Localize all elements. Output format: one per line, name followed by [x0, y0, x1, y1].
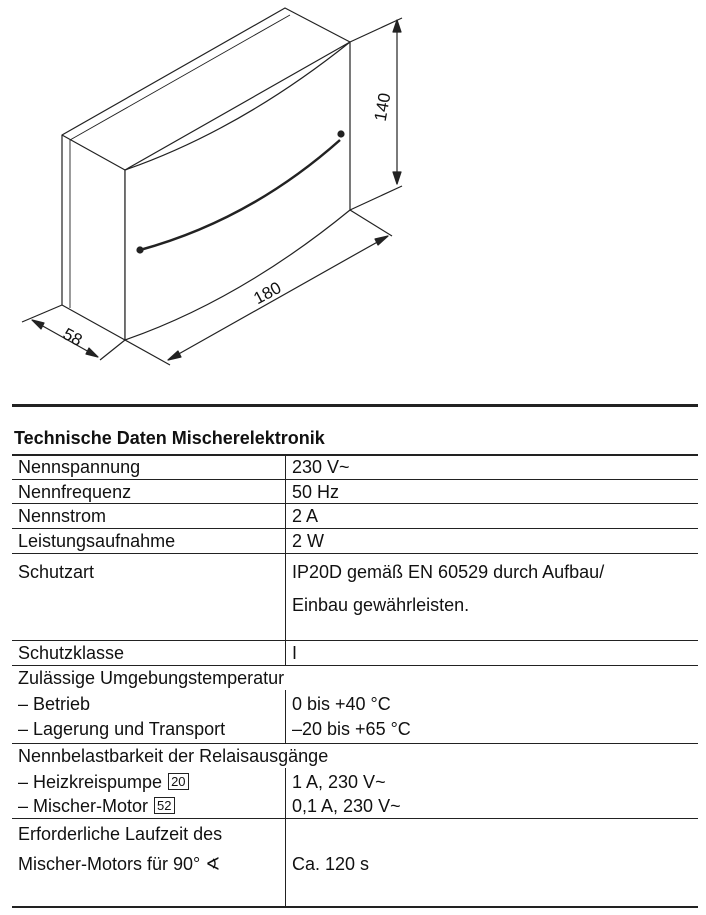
- reference-number-badge: 52: [154, 797, 174, 814]
- row-value: I: [292, 643, 298, 663]
- row-label: Nennfrequenz: [18, 482, 132, 502]
- row-label-line2: Mischer-Motors für 90° ∢: [18, 854, 221, 874]
- housing-dimension-drawing: [0, 0, 706, 380]
- section-divider: [12, 404, 698, 407]
- row-label: Schutzart: [18, 562, 95, 582]
- row-label: Nennstrom: [18, 506, 107, 526]
- row-value: 2 A: [292, 506, 319, 526]
- dimension-depth-label: 58: [59, 324, 86, 350]
- row-label: Nennspannung: [18, 457, 141, 477]
- table-title: Technische Daten Mischerelektronik: [14, 428, 325, 448]
- dimension-height-label: 140: [370, 91, 395, 123]
- row-value-line2: Einbau gewährleisten.: [292, 595, 470, 615]
- row-value: 50 Hz: [292, 482, 340, 502]
- row-value: Ca. 120 s: [292, 854, 370, 874]
- row-label-line1: Erforderliche Laufzeit des: [18, 824, 223, 844]
- row-value: –20 bis +65 °C: [292, 719, 411, 739]
- row-label: Schutzklasse: [18, 643, 125, 663]
- row-label: – Heizkreispumpe: [18, 772, 163, 792]
- row-label: – Mischer-Motor: [18, 796, 149, 816]
- dimension-width-label: 180: [250, 278, 285, 309]
- row-value: 2 W: [292, 531, 325, 551]
- relay-heading: Nennbelastbarkeit der Relaisausgänge: [18, 746, 329, 766]
- row-value-line1: IP20D gemäß EN 60529 durch Aufbau/: [292, 562, 605, 582]
- spec-table: [12, 454, 698, 909]
- row-value: 0 bis +40 °C: [292, 694, 391, 714]
- row-label: – Betrieb: [18, 694, 91, 714]
- row-label: – Lagerung und Transport: [18, 719, 226, 739]
- row-value: 1 A, 230 V~: [292, 772, 386, 792]
- row-label: Leistungsaufnahme: [18, 531, 176, 551]
- row-value: 230 V~: [292, 457, 350, 477]
- row-value: 0,1 A, 230 V~: [292, 796, 401, 816]
- temperature-heading: Zulässige Umgebungstemperatur: [18, 668, 285, 688]
- reference-number-badge: 20: [168, 773, 188, 790]
